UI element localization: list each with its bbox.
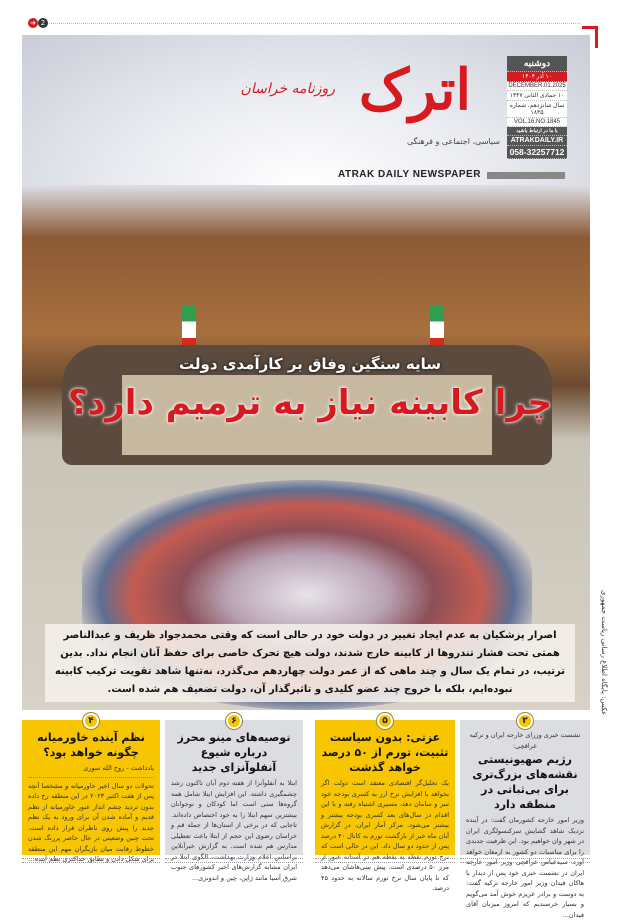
tagline: سیاسی، اجتماعی و فرهنگی [406, 137, 500, 146]
story-body: ابتلا به آنفلوآنزا از هفته دوم آبان تاکنون رشد چشمگیری داشته. این افزایش ابتلا شامل همه گروه‌ها سنی است اما کودکان و نوجوانان بیشترین سهم ابتلا را به خود اختصاص داده‌اند. تاجایی که در برخی از استان‌ها از جمله قم و خراسان رضوی این حجم از ابتلا باعث تعطیلی مدارس هم شده است. به گزارش خبرآنلاین براساس اعلام وزارت بهداشت، الگوی ابتلا در ایران مشابه گزارش‌های اخیر کشورهای جنوب شرق آسیا مانند ژاپن، چین و اندونزی... [171, 779, 297, 882]
phone-number: 058-32257712 [507, 146, 567, 159]
logo-subtitle: روزنامه خراسان [240, 81, 335, 97]
story-column[interactable] [22, 716, 160, 863]
website-link[interactable]: ATRAKDAILY.IR [507, 136, 567, 146]
hijri-date: ۱۰ جمادی الثانی ۱۴۴۷ [507, 91, 567, 101]
divider [460, 858, 590, 863]
page-badge: ۶ [226, 713, 242, 729]
photo-credit: عکس: پایگاه اطلاع رسانی ریاست جمهوری [600, 590, 608, 716]
page-badge: ۲ [517, 713, 533, 729]
story-column[interactable] [165, 716, 303, 882]
page-badge: ۴ [83, 713, 99, 729]
weekday: دوشنبه [507, 56, 567, 72]
story-title: رژیم صهیونیستی نقشه‌های بزرگ‌تری برای بی‌ثباتی در منطقه دارد [472, 753, 578, 811]
issue-info-box [507, 56, 567, 159]
divider [165, 858, 303, 863]
story-body: وزیر امور خارجه کشورمان گفت: در آینده نزدیک شاهد گشایش سرکنسولگری ایران در شهر وان خواهیم بود. این ظرفیت جدیدی را برای مناسبات دو کشور به ارمغان خواهد آورد. سیدعباس عراقچی وزیر امور خارجه ایران در نشست خبری خود پس از دیدار با هاکان فیدان وزیر امور خارجه ترکیه گفت: به دوست و برادر عزیزم خوش آمد می‌گویم و بسیار خرسندیم که امروز میزبان آقای فیدان... [466, 816, 584, 919]
divider [22, 858, 160, 863]
english-name: ATRAK DAILY NEWSPAPER [338, 169, 481, 180]
issue-fa: سال شانزدهم، شماره ۱۸۴۵ [507, 101, 567, 118]
page-badge: ۵ [377, 713, 393, 729]
arrow-right-icon[interactable]: ➜ [28, 18, 38, 28]
story-title: عزتی: بدون سیاست تثبیت، تورم از ۵۰ درصد خواهد گذشت [321, 731, 449, 774]
prev-page-button[interactable]: 2 [38, 18, 48, 28]
story-column[interactable] [315, 716, 455, 892]
story-column[interactable] [460, 716, 590, 919]
lead-summary: اصرار پزشکیان به عدم ایجاد تغییر در دولت خود در حالی است که وقتی محمدجواد ظریف و عبدالناصر همتی تحت فشار تندروها از کابینه خارج شدند، دولت هیچ تحرک خاصی برای حفظ آنان انجام نداد. بدین ترتیب، در تمام یک سال و چند ماهی که از عمر دولت چهاردهم می‌گذرد، نه‌تنها شاهد تقویت ترکیب کابینه نبوده‌ایم، بلکه با خروج چند عضو کلیدی و تاثیرگذار آن، دولت تضعیف هم شده است. [45, 624, 575, 702]
story-body: تحولات دو سال اخیر خاورمیانه و مشخصا آنچه پس از هفت اکتبر ۲۰۲۳ در این منطقه رخ داده بدون تردید چشم انداز عبور خاورمیانه از نظم قدیم و آماده شدن آن برای ورود به یک نظم جدید را پیش روی ناظران قرار داده است. تحت چنین وضعیتی در حال حاضر پررنگ شدن خطوط رقابت میان بازیگران مهم این منطقه برای شکل دادن و تطابق حداکثری نظم آینده... [28, 781, 154, 863]
issue-en: VOL.16,NO.1845 [507, 118, 567, 127]
header-bar [487, 172, 565, 179]
divider [315, 858, 455, 863]
photo-ceiling [22, 35, 590, 185]
contact-label: با ما در ارتباط باشید [507, 127, 567, 136]
lead-kicker: سایه سنگین وفاق بر کارآمدی دولت [179, 355, 441, 373]
story-pretitle: نشست خبری وزرای خارجه ایران و ترکیه عراقچی: [469, 731, 581, 750]
story-title: نظم آینده خاورمیانه چگونه خواهد بود؟ [37, 731, 145, 759]
story-body: یک تحلیل‌گر اقتصادی معتقد است دولت اگر بخواهد با افزایش نرخ ارز به کسری بودجه خود سر و سامان دهد، مسیری اشتباه رفته و با این اقدام در سال‌های بعد کسری بودجه بیشتر و بیشتر می‌شود. مرکز آمار ایران، در گزارش آبان ماه خبر از بازگشت تورم به کانال ۴۰ درصد پس از حدود دو سال داد. این در حالی است که نرخ تورم نقطه به نقطه هم در آستانه عبور از مرز ۵۰ درصدی است. پیش بینی‌هاشان می‌دهد که تا پایان سال نرخ تورم سالانه به حدود ۴۵ درصد. [321, 779, 449, 892]
persian-date: ۱۰ آذر ۱۴۰۴ [507, 72, 567, 82]
top-rule [40, 23, 580, 24]
story-byline: یادداشت - روح الله سوری [28, 763, 154, 778]
logo: اترک [358, 57, 472, 123]
lead-headline[interactable]: چرا کابینه نیاز به ترمیم دارد؟ [68, 383, 552, 423]
gregorian-date: DECEMBER.01.2025 [508, 83, 566, 89]
story-title: توصیه‌های مینو محرز درباره شیوع آنفلوآنزای جدید [177, 731, 291, 774]
